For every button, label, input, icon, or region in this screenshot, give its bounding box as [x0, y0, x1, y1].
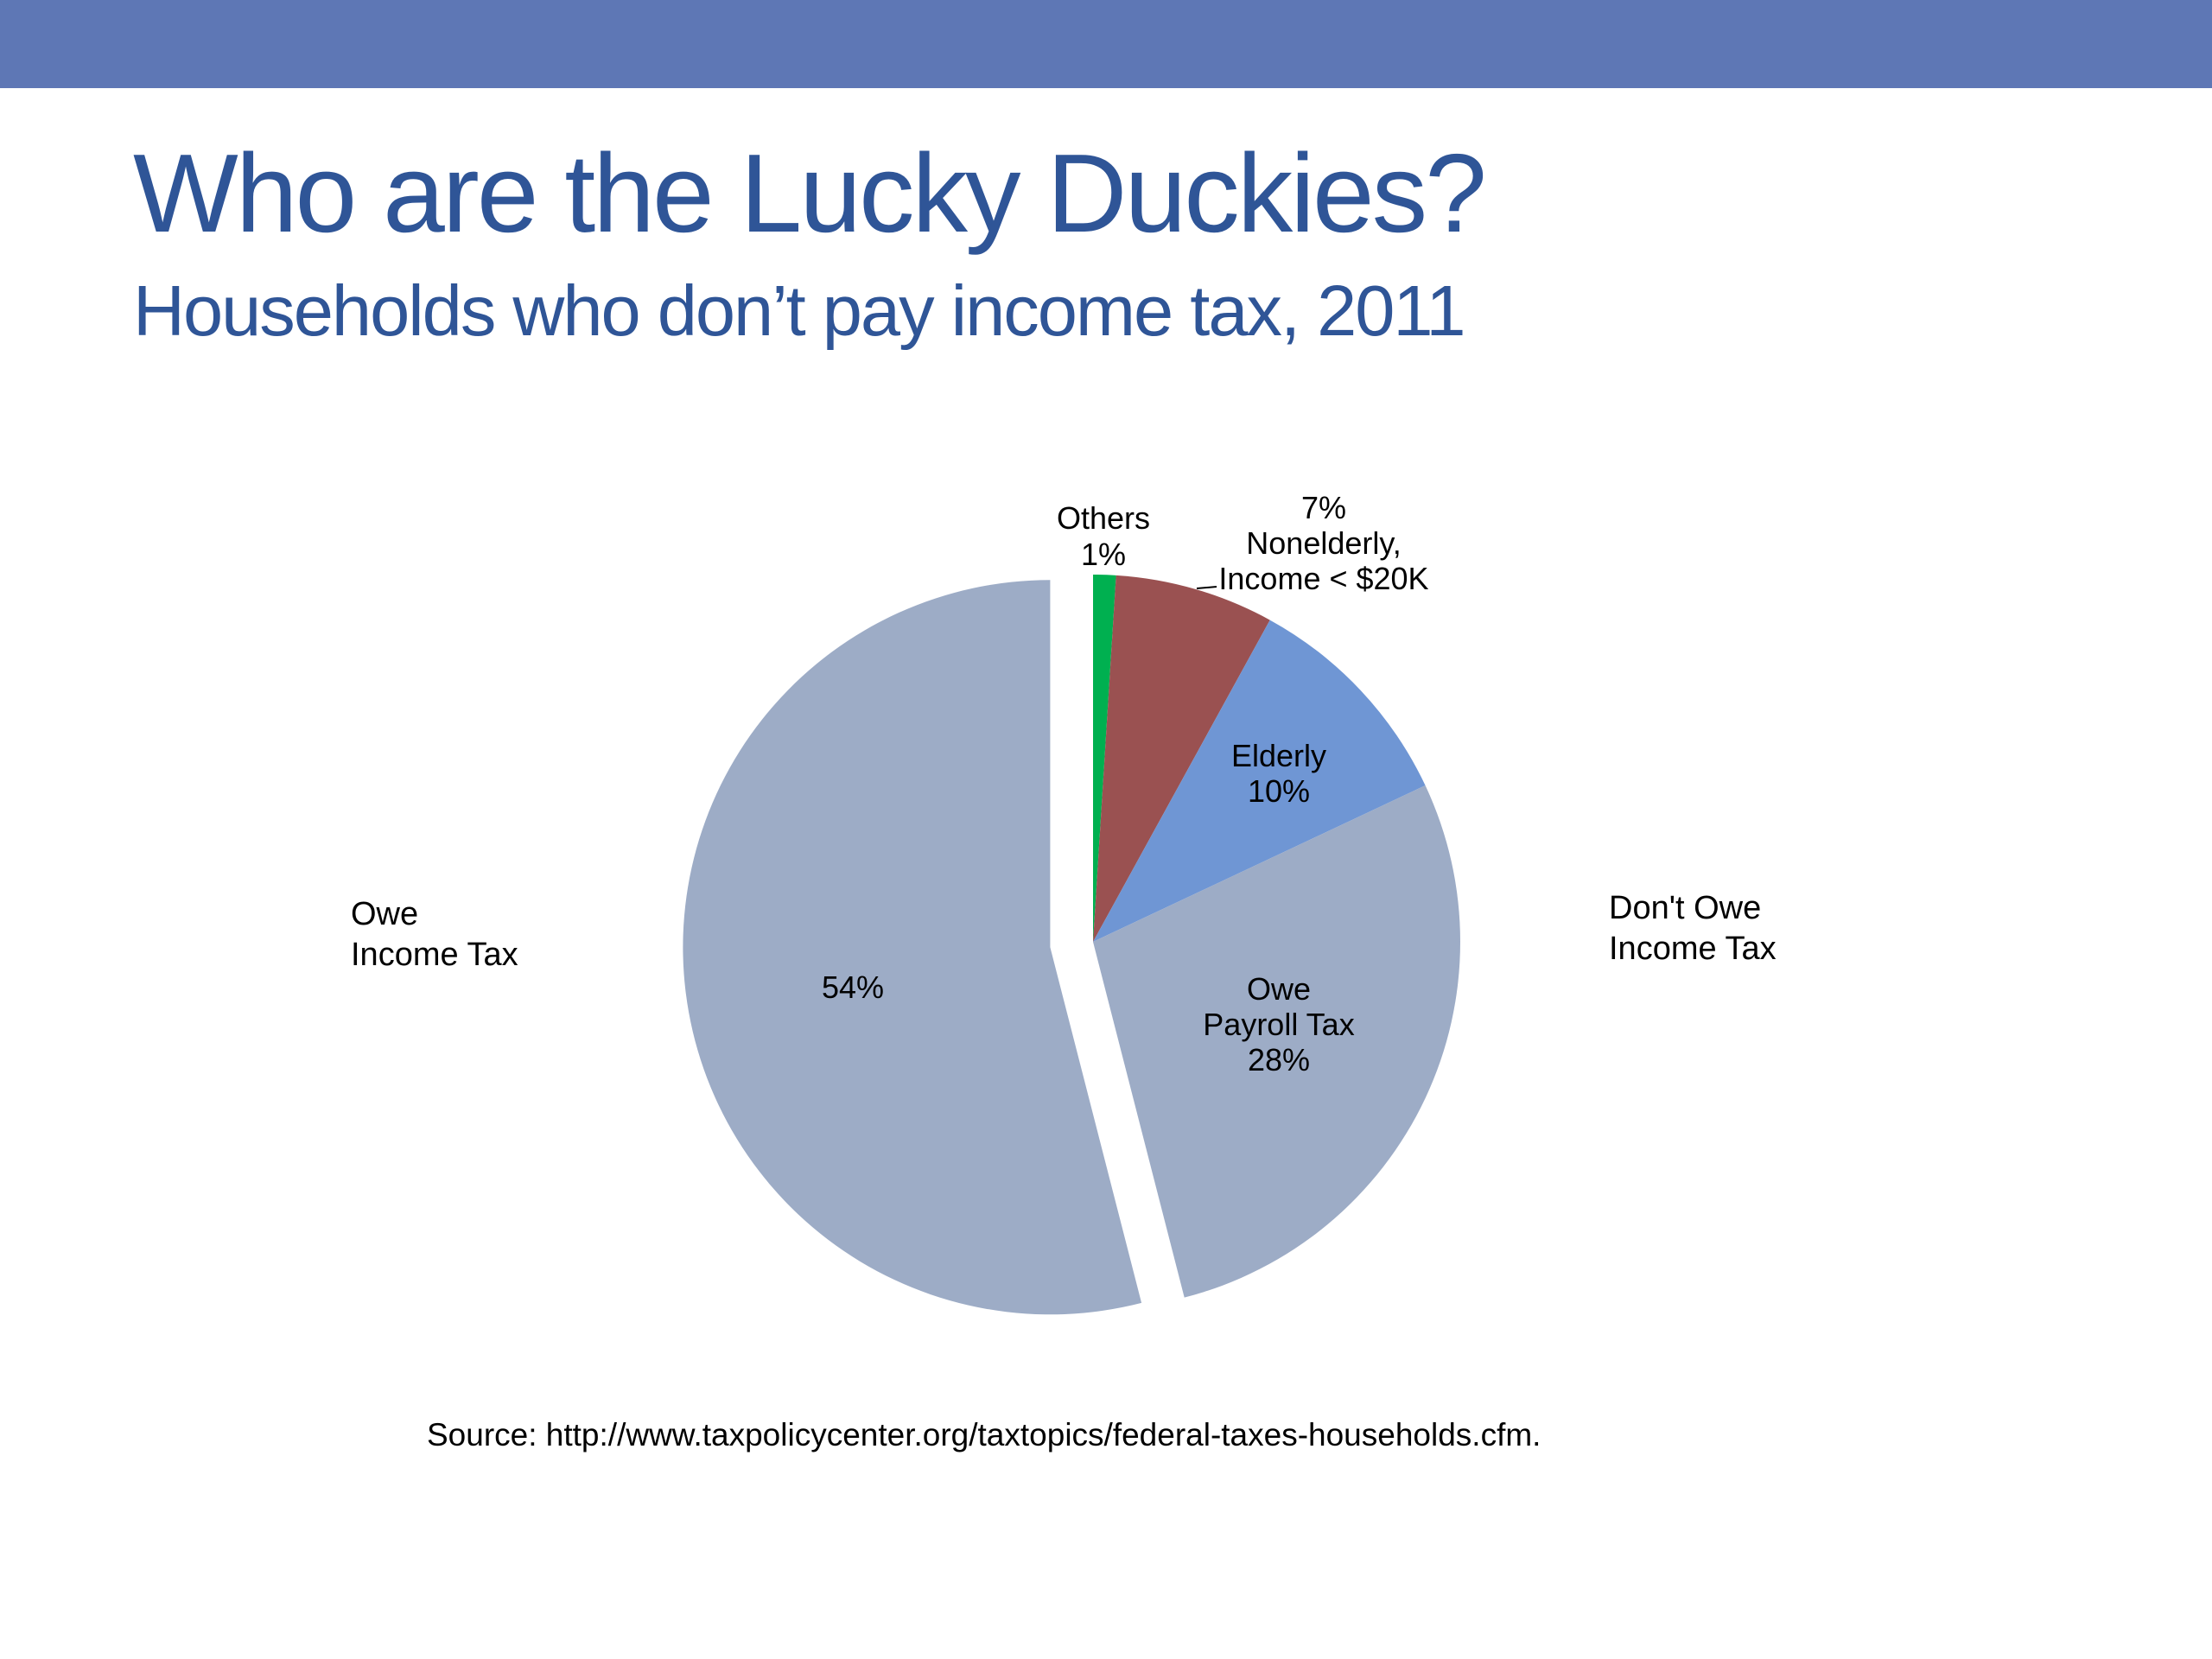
slide-subtitle: Households who don’t pay income tax, 2011	[133, 270, 1465, 351]
slice-label-others: Others 1%	[1056, 500, 1151, 572]
annotation-left: Owe Income Tax	[351, 896, 518, 973]
slide-title: Who are the Lucky Duckies?	[133, 131, 1484, 256]
slice-label-payroll: Owe Payroll Tax 28%	[1203, 971, 1355, 1077]
slice-label-owe-income: 54%	[821, 969, 885, 1005]
slice-label-nonelderly: 7% Nonelderly, Income < $20K	[1218, 490, 1429, 596]
source-note: Source: http://www.taxpolicycenter.org/taxtopics/federal-taxes-households.cfm.	[427, 1417, 1541, 1452]
slice-label-elderly: Elderly 10%	[1230, 738, 1327, 809]
pie-slice-owe-income	[683, 580, 1141, 1314]
annotation-right: Don't Owe Income Tax	[1609, 890, 1777, 967]
leader-line-nonelderly	[1197, 587, 1217, 588]
